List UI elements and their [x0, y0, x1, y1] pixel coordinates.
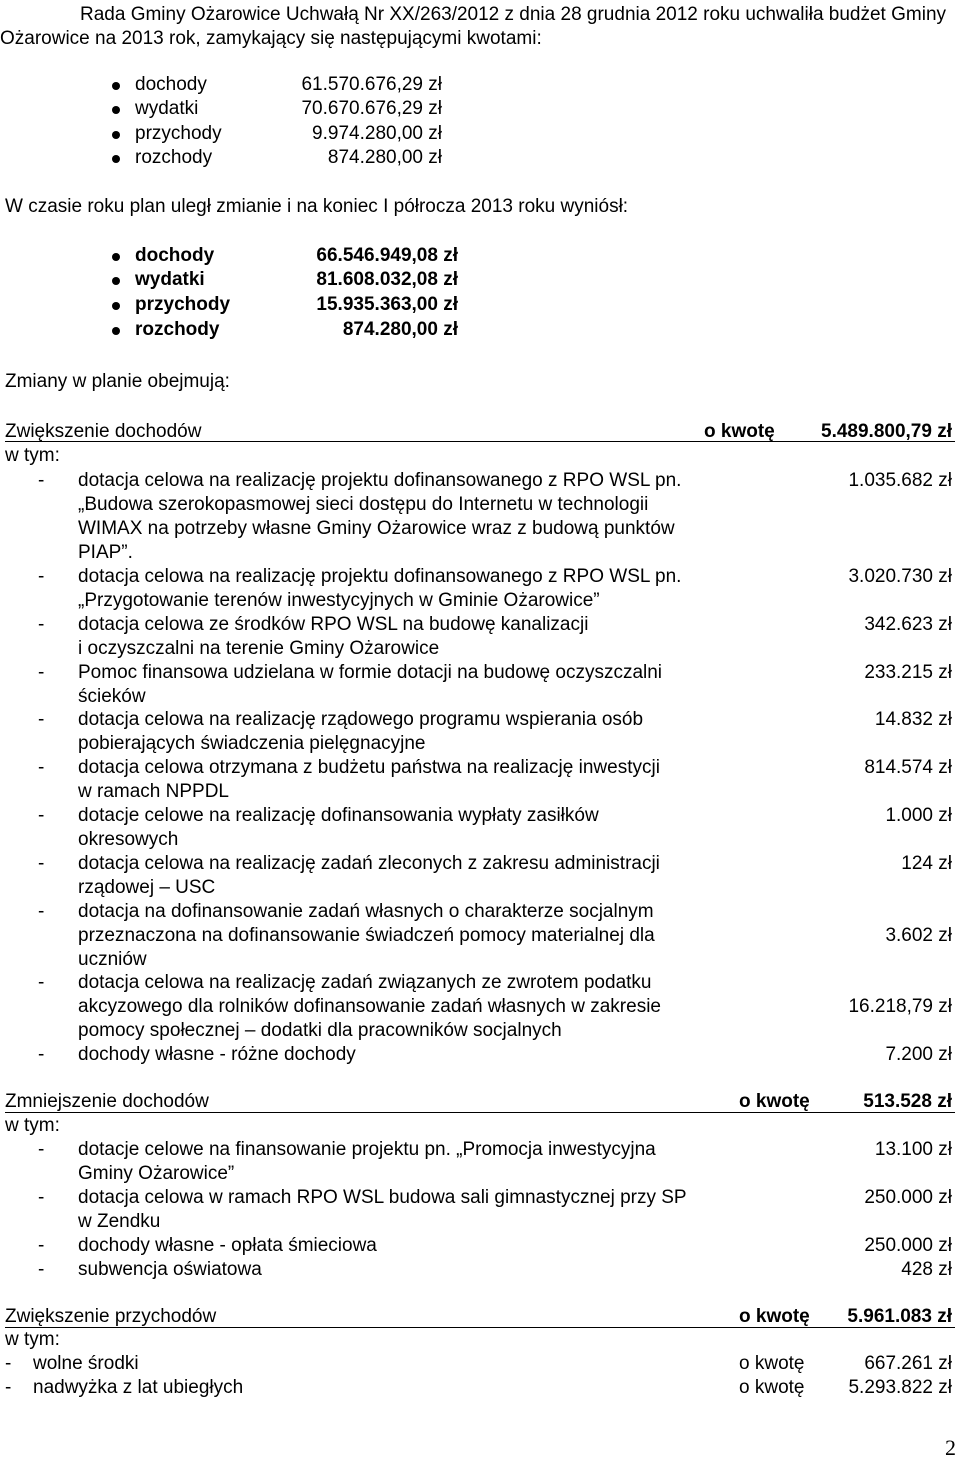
budget-value: 874.280,00 zł	[327, 147, 442, 168]
item-line: dotacja celowa otrzymana z budżetu państwa na realizację inwestycji	[78, 757, 660, 778]
item-line: uczniów	[78, 949, 147, 970]
budget-value: 81.608.032,08 zł	[316, 269, 458, 290]
item-line: „Budowa szerokopasmowej sieci dostępu do Internetu w technologii	[78, 494, 649, 515]
dash-marker: -	[38, 662, 45, 683]
item-amount: 428 zł	[901, 1259, 952, 1280]
budget-value: 15.935.363,00 zł	[316, 294, 458, 315]
budget-value: 874.280,00 zł	[342, 319, 458, 340]
budget-label: wydatki	[135, 98, 199, 119]
item-line: dotacja na dofinansowanie zadań własnych o charakterze socjalnym	[78, 901, 654, 922]
section-title: Zwiększenie przychodów	[5, 1306, 217, 1327]
section-title: Zwiększenie dochodów	[5, 421, 202, 442]
dash-marker: -	[38, 1235, 45, 1256]
item-amount: 1.000 zł	[885, 805, 952, 826]
item-line: ścieków	[78, 686, 146, 707]
budget-label: dochody	[135, 245, 215, 266]
item-line: dotacja celowa na realizację zadań związanych ze zwrotem podatku	[78, 972, 652, 993]
budget-label: dochody	[135, 74, 207, 95]
kwota-label: o kwotę	[704, 421, 775, 442]
mid-paragraph: W czasie roku plan uległ zmianie i na koniec I półrocza 2013 roku wyniósł:	[5, 196, 629, 217]
item-amount: 667.261 zł	[864, 1353, 952, 1374]
bullet-icon	[112, 106, 120, 114]
item-line: dochody własne - różne dochody	[78, 1044, 356, 1065]
w-tym-label: w tym:	[5, 1115, 60, 1136]
dash-marker: -	[38, 1259, 45, 1280]
section-total: 5.961.083 zł	[847, 1306, 952, 1327]
item-line: pomocy społecznej – dodatki dla pracowników socjalnych	[78, 1020, 562, 1041]
item-amount: 7.200 zł	[885, 1044, 952, 1065]
item-amount: 342.623 zł	[864, 614, 952, 635]
item-line: i oczyszczalni na terenie Gminy Ożarowice	[78, 638, 440, 659]
item-line: dotacja celowa na realizację projektu dofinansowanego z RPO WSL pn.	[78, 470, 682, 491]
section-total: 513.528 zł	[863, 1091, 952, 1112]
bullet-icon	[112, 253, 120, 261]
item-line: Gminy Ożarowice”	[78, 1163, 235, 1184]
dash-marker: -	[38, 709, 45, 730]
budget-value: 61.570.676,29 zł	[301, 74, 442, 95]
item-line: w ramach NPPDL	[78, 781, 229, 802]
item-line: dotacja celowa na realizację projektu dofinansowanego z RPO WSL pn.	[78, 566, 682, 587]
dash-marker: -	[38, 757, 45, 778]
dash-marker: -	[38, 566, 45, 587]
item-amount: 814.574 zł	[864, 757, 952, 778]
bullet-icon	[112, 131, 120, 139]
budget-value: 66.546.949,08 zł	[316, 245, 458, 266]
section-total: 5.489.800,79 zł	[821, 421, 952, 442]
item-line: dotacja celowa ze środków RPO WSL na budowę kanalizacji	[78, 614, 589, 635]
item-line: dotacja celowa w ramach RPO WSL budowa sali gimnastycznej przy SP	[78, 1187, 687, 1208]
budget-label: przychody	[135, 294, 231, 315]
item-line: WIMAX na potrzeby własne Gminy Ożarowice wraz z budową punktów	[78, 518, 675, 539]
dash-marker: -	[38, 853, 45, 874]
budget-label: rozchody	[135, 319, 220, 340]
budget-label: wydatki	[135, 269, 205, 290]
item-line: subwencja oświatowa	[78, 1259, 262, 1280]
dash-marker: -	[38, 1139, 45, 1160]
budget-value: 9.974.280,00 zł	[312, 123, 442, 144]
changes-intro: Zmiany w planie obejmują:	[5, 371, 230, 392]
item-amount: 5.293.822 zł	[848, 1377, 952, 1398]
item-amount: 250.000 zł	[864, 1235, 952, 1256]
item-line: nadwyżka z lat ubiegłych	[33, 1377, 244, 1398]
budget-label: rozchody	[135, 147, 213, 168]
item-line: Pomoc finansowa udzielana w formie dotacji na budowę oczyszczalni	[78, 662, 663, 683]
item-line: dotacje celowe na realizację dofinansowania wypłaty zasiłków	[78, 805, 599, 826]
item-line: przeznaczona na dofinansowanie świadczeń pomocy materialnej dla	[78, 925, 655, 946]
budget-label: przychody	[135, 123, 222, 144]
item-amount: 233.215 zł	[864, 662, 952, 683]
dash-marker: -	[5, 1353, 12, 1374]
item-line: dotacja celowa na realizację zadań zleconych z zakresu administracji	[78, 853, 660, 874]
dash-marker: -	[38, 1187, 45, 1208]
item-line: wolne środki	[33, 1353, 139, 1374]
bullet-icon	[112, 327, 120, 335]
budget-value: 70.670.676,29 zł	[301, 98, 442, 119]
dash-marker: -	[38, 614, 45, 635]
item-amount: 13.100 zł	[874, 1139, 952, 1160]
item-line: akcyzowego dla rolników dofinansowanie zadań własnych w zakresie	[78, 996, 661, 1017]
bullet-icon	[112, 277, 120, 285]
item-line: pobierających świadczenia pielęgnacyjne	[78, 733, 426, 754]
item-line: dotacje celowe na finansowanie projektu pn. „Promocja inwestycyjna	[78, 1139, 656, 1160]
item-line: w Zendku	[78, 1211, 161, 1232]
kwota-label: o kwotę	[739, 1091, 810, 1112]
bullet-icon	[112, 155, 120, 163]
dash-marker: -	[38, 1044, 45, 1065]
dash-marker: -	[38, 470, 45, 491]
kwota-label: o kwotę	[739, 1353, 805, 1374]
w-tym-label: w tym:	[5, 1329, 60, 1350]
item-line: dotacja celowa na realizację rządowego programu wspierania osób	[78, 709, 644, 730]
item-amount: 16.218,79 zł	[848, 996, 952, 1017]
section-title: Zmniejszenie dochodów	[5, 1091, 209, 1112]
kwota-label: o kwotę	[739, 1377, 805, 1398]
item-amount: 124 zł	[901, 853, 952, 874]
item-line: dochody własne - opłata śmieciowa	[78, 1235, 377, 1256]
bullet-icon	[112, 302, 120, 310]
dash-marker: -	[38, 901, 45, 922]
dash-marker: -	[38, 972, 45, 993]
item-line: PIAP”.	[78, 542, 133, 563]
dash-marker: -	[38, 805, 45, 826]
item-line: „Przygotowanie terenów inwestycyjnych w Gminie Ożarowice”	[78, 590, 600, 611]
intro-paragraph: Rada Gminy Ożarowice Uchwałą Nr XX/263/2012 z dnia 28 grudnia 2012 roku uchwaliła budżet Gminy Ożarowice na 2013 rok, zamykający się następującymi kwotami:	[0, 4, 947, 49]
item-amount: 14.832 zł	[874, 709, 952, 730]
item-amount: 250.000 zł	[864, 1187, 952, 1208]
item-amount: 1.035.682 zł	[848, 470, 952, 491]
item-line: okresowych	[78, 829, 179, 850]
bullet-icon	[112, 82, 120, 90]
item-line: rządowej – USC	[78, 877, 216, 898]
dash-marker: -	[5, 1377, 12, 1398]
page-number: 2	[945, 1435, 956, 1460]
item-amount: 3.020.730 zł	[848, 566, 952, 587]
w-tym-label: w tym:	[5, 445, 60, 466]
item-amount: 3.602 zł	[885, 925, 952, 946]
kwota-label: o kwotę	[739, 1306, 810, 1327]
